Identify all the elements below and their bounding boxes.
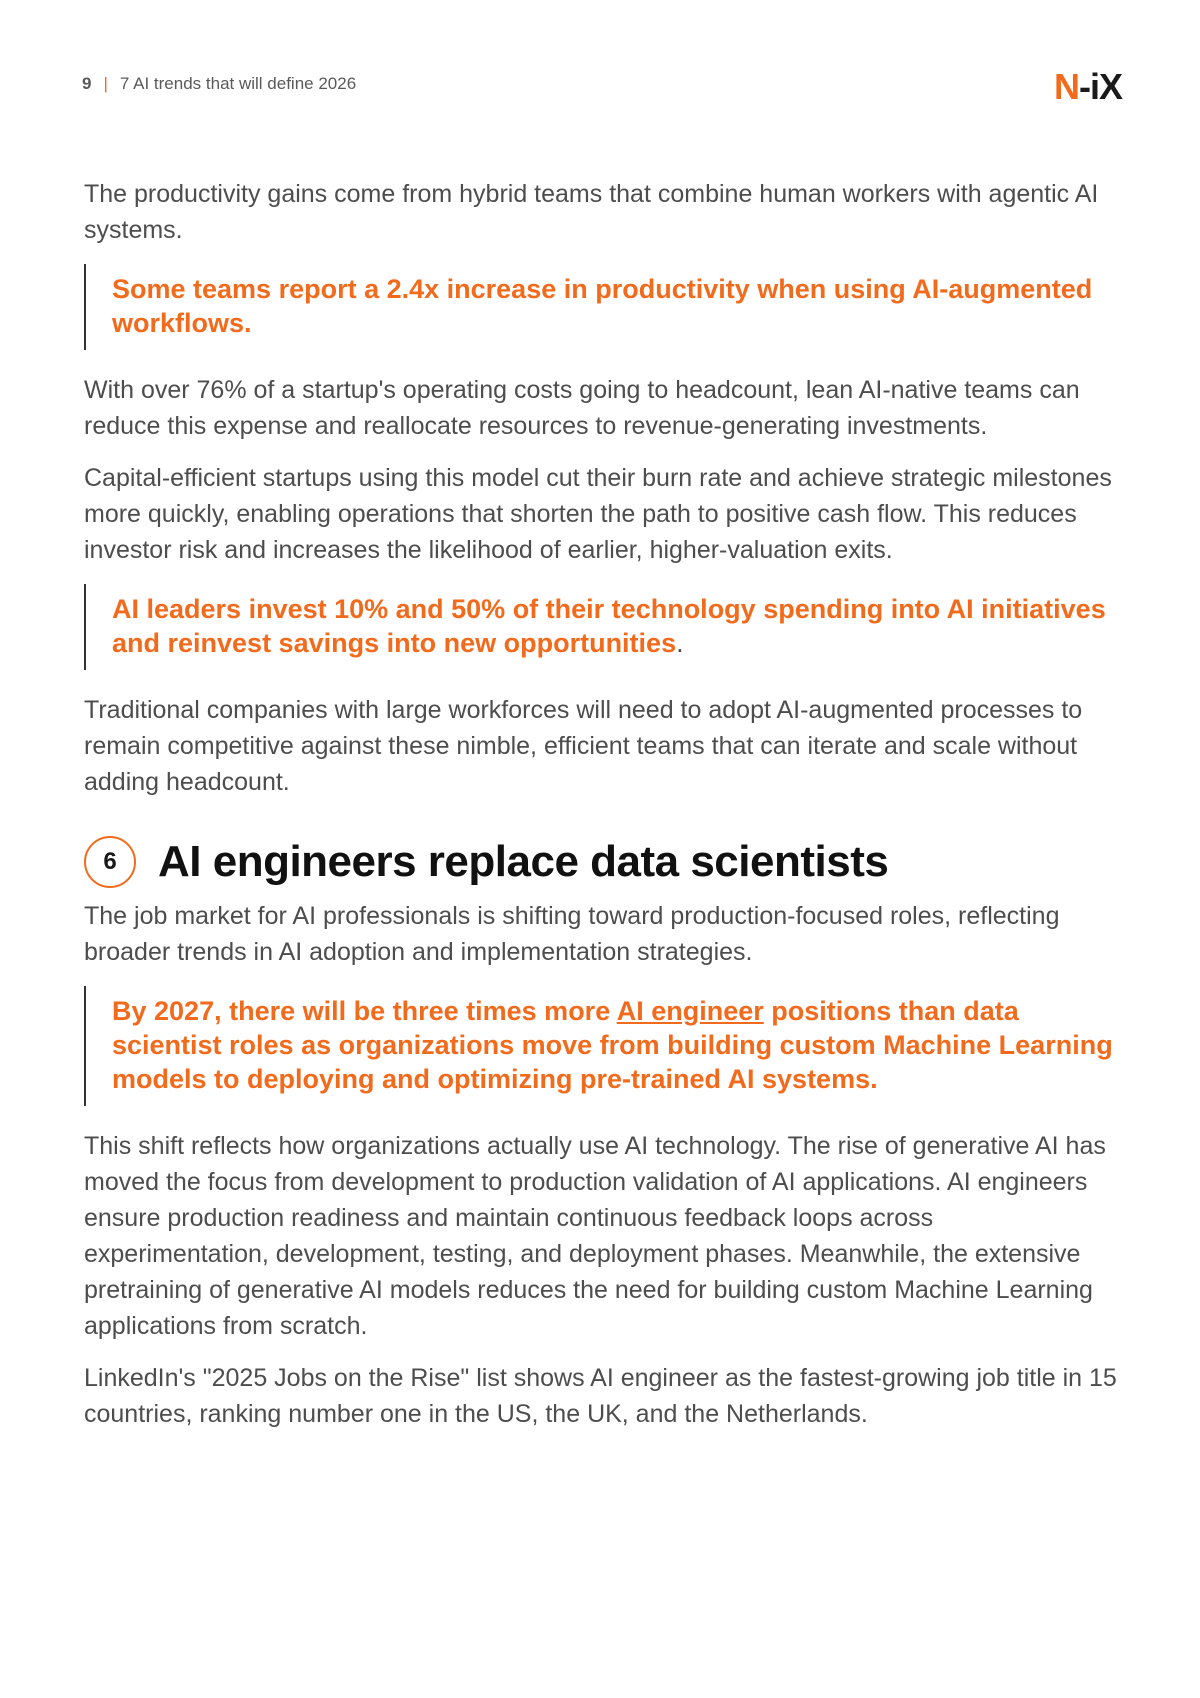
callout-ai-engineers-2027 (84, 986, 1124, 1106)
paragraph-traditional-companies: Traditional companies with large workforces will need to adopt AI-augmented processes to remain competitive against these nimble, efficient teams that can iterate and scale without adding headcount. (84, 696, 1083, 796)
paragraph-headcount: With over 76% of a startup's operating costs going to headcount, lean AI-native teams can reduce this expense and reallocate resources to revenue-generating investments. (84, 376, 1080, 440)
section-number-badge: 6 (84, 836, 136, 888)
paragraph-shift: This shift reflects how organizations actually use AI technology. The rise of generative AI has moved the focus from development to production validation of AI applications. AI engineers ensure production readiness and maintain continuous feedback loops across experimentation, development, testing, and deployment phases. Meanwhile, the extensive pretraining of generative AI models reduces the need for building custom Machine Learning applications from scratch. (84, 1132, 1106, 1340)
paragraph-hybrid-teams: The productivity gains come from hybrid teams that combine human workers with agentic AI systems. (84, 180, 1099, 244)
paragraph-capital-efficient: Capital-efficient startups using this model cut their burn rate and achieve strategic milestones more quickly, enabling operations that shorten the path to positive cash flow. This reduces investor risk and increases the likelihood of earlier, higher-valuation exits. (84, 464, 1112, 564)
ai-engineer-link[interactable]: AI engineer (616, 996, 764, 1026)
logo-dash: - (1078, 66, 1090, 107)
callout-highlight: AI leaders invest 10% and 50% of their technology spending into AI initiatives and reinvest savings into new opportunities (112, 594, 1106, 658)
n-ix-logo (1054, 66, 1122, 108)
logo-ix: iX (1089, 66, 1122, 107)
running-header (82, 74, 356, 94)
callout-period: . (676, 628, 684, 658)
callout-pre: By 2027, there will be three times more (112, 996, 617, 1026)
callout-productivity (84, 264, 1124, 350)
section-title: AI engineers replace data scientists (158, 837, 889, 886)
callout-post: positions than data scientist roles as organizations move from building custom Machine Learning models to deploying and optimizing pre-trained AI systems. (112, 996, 1113, 1094)
document-title: 7 AI trends that will define 2026 (119, 74, 357, 93)
callout-ai-leaders (84, 584, 1124, 670)
paragraph-job-market: The job market for AI professionals is shifting toward production-focused roles, reflecting broader trends in AI adoption and implementation strategies. (84, 902, 1060, 966)
paragraph-linkedin: LinkedIn's "2025 Jobs on the Rise" list shows AI engineer as the fastest-growing job title in 15 countries, ranking number one in the US, the UK, and the Netherlands. (84, 1364, 1117, 1428)
section-heading (84, 836, 1124, 888)
main-content (84, 176, 1124, 1448)
callout-text (112, 994, 1124, 1096)
header-separator: | (103, 74, 108, 93)
page-header (82, 66, 1122, 122)
logo-n: N (1053, 66, 1079, 107)
page-number: 9 (82, 74, 92, 93)
callout-text: Some teams report a 2.4x increase in productivity when using AI-augmented workflows. (112, 274, 1093, 338)
callout-text (112, 592, 1124, 660)
